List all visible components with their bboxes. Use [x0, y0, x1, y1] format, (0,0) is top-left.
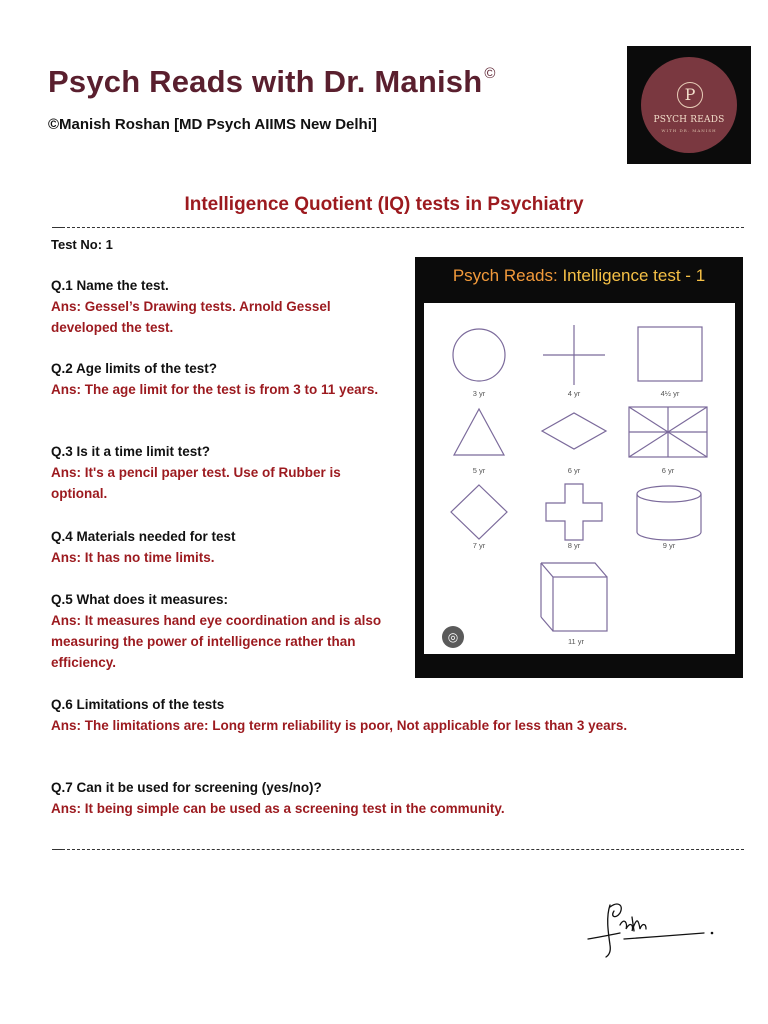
- question: Q.4 Materials needed for test: [51, 529, 236, 544]
- author-credit: ©Manish Roshan [MD Psych AIIMS New Delhi]: [48, 116, 377, 133]
- question: Q.3 Is it a time limit test?: [51, 444, 211, 459]
- label-circle: 3 yr: [472, 389, 486, 398]
- letter-p-monogram-icon: P: [677, 82, 703, 108]
- cross-shape: [543, 325, 605, 385]
- cube-shape: [541, 563, 607, 631]
- diamond-shape: [451, 485, 507, 539]
- copyright-mark: ©: [484, 65, 496, 82]
- plus-shape: [546, 484, 602, 540]
- flat-diamond-shape: [542, 413, 606, 449]
- label-square: 4½ yr: [660, 389, 680, 398]
- label-cylinder: 9 yr: [662, 541, 676, 550]
- square-shape: [638, 327, 702, 381]
- brand-logo: [627, 46, 751, 164]
- question: Q.2 Age limits of the test?: [51, 361, 218, 376]
- answer: Ans: The age limit for the test is from 3 to 11 years.: [51, 382, 379, 397]
- bottom-divider: [52, 849, 744, 850]
- cylinder-shape: [637, 486, 701, 540]
- answer: Ans: It has no time limits.: [51, 550, 215, 565]
- answer: Ans: Gessel’s Drawing tests. Arnold Gessel developed the test.: [51, 299, 331, 335]
- label-cube: 11 yr: [567, 637, 585, 646]
- rectangle-diagonals-shape: [629, 407, 707, 457]
- label-triangle: 5 yr: [472, 466, 486, 475]
- question: Q.7 Can it be used for screening (yes/no)?: [51, 780, 322, 795]
- logo-circle: [641, 57, 737, 153]
- top-divider: [52, 227, 744, 228]
- label-cross: 4 yr: [567, 389, 581, 398]
- figure-canvas: [424, 303, 735, 654]
- question: Q.1 Name the test.: [51, 278, 169, 293]
- qa-item-1: [51, 275, 391, 338]
- label-diamond: 7 yr: [472, 541, 486, 550]
- answer: Ans: It's a pencil paper test. Use of Rubber is optional.: [51, 465, 341, 501]
- figure-title: Psych Reads: Intelligence test - 1: [452, 266, 706, 285]
- answer: Ans: It being simple can be used as a screening test in the community.: [51, 801, 505, 816]
- label-flat-diamond: 6 yr: [567, 466, 581, 475]
- google-lens-icon[interactable]: ◎: [442, 626, 464, 648]
- gesell-figure: [415, 257, 743, 678]
- page-title: Psych Reads with Dr. Manish ©: [48, 64, 496, 99]
- author-signature: [580, 895, 720, 965]
- circle-shape: [453, 329, 505, 381]
- qa-item-3: [51, 441, 391, 504]
- qa-item-2: [51, 358, 391, 400]
- answer: Ans: It measures hand eye coordination and is also measuring the power of intelligence rather than efficiency.: [51, 613, 382, 670]
- section-heading: Intelligence Quotient (IQ) tests in Psychiatry: [184, 194, 584, 215]
- answer: Ans: The limitations are: Long term reliability is poor, Not applicable for less than 3 years.: [51, 718, 628, 733]
- test-number: Test No: 1: [51, 237, 113, 252]
- logo-tagline: WITH DR. MANISH: [661, 128, 717, 133]
- qa-item-7: [51, 777, 661, 819]
- question: Q.6 Limitations of the tests: [51, 697, 225, 712]
- label-rectangle-diagonals: 6 yr: [661, 466, 675, 475]
- question: Q.5 What does it measures:: [51, 592, 229, 607]
- qa-item-5: [51, 589, 391, 673]
- qa-item-4: [51, 526, 391, 568]
- triangle-shape: [454, 409, 504, 455]
- label-plus: 8 yr: [567, 541, 581, 550]
- qa-item-6: [51, 694, 661, 736]
- logo-name: PSYCH READS: [653, 115, 725, 125]
